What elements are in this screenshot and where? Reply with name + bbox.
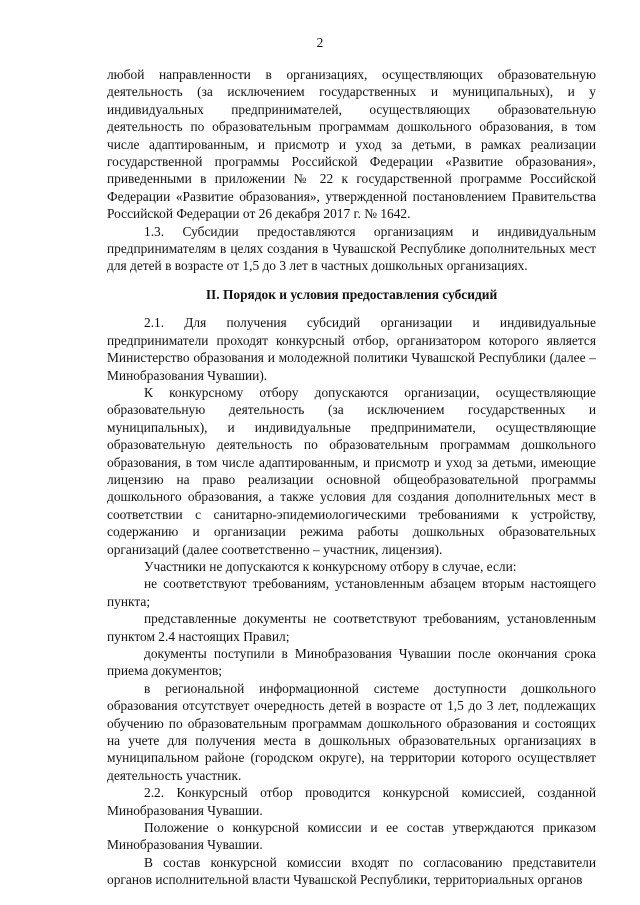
page-number: 2 — [316, 35, 324, 50]
paragraph-continuation: любой направленности в организациях, осуществляющих образовательную деятельность (за исключением государственных и муниципальных), и у индивидуальных предпринимателей, осуществляющих образовательную деятельность по образовательным программам дошкольного образования, в том числе адаптированным, и присмотр и уход за детьми, в рамках реализации государственной программы Российской Федерации «Развитие образования», приведенными в приложении № 22 к государственной программе Российской Федерации «Развитие образования», утвержденной постановлением Правительства Российской Федерации от 26 декабря 2017 г. № 1642. — [107, 67, 596, 222]
exclusion-item: в региональной информационной системе доступности дошкольного образования отсутствует очередность детей в возрасте от 1,5 до 3 лет, подлежащих обучению по образовательным программам дошкольного образования и состоящих на учете для получения места в дошкольных образовательных организациях в муниципальном районе (городском округе), на территории которого осуществляет деятельность участник. — [107, 680, 596, 783]
paragraph-admission: К конкурсному отбору допускаются организации, осуществляющие образовательную деятельность (за исключением государственных и муниципальных), и индивидуальные предприниматели, осуществляющие образовательную деятельность по образовательным программам дошкольного образования, в том числе адаптированным, и присмотр и уход за детьми, имеющие лицензию на право реализации основной общеобразовательной программы дошкольного образования, а также условия для создания дополнительных мест в соответствии с санитарно-эпидемиологическими требованиями к устройству, содержанию и организации режима работы дошкольных образовательных организаций (далее соответственно – участник, лицензия). — [107, 384, 596, 557]
exclusion-item: документы поступили в Минобразования Чувашии после окончания срока приема документов; — [107, 646, 596, 679]
exclusion-item: представленные документы не соответствуют требованиям, установленным пунктом 2.4 настоящих Правил; — [107, 611, 596, 644]
document-body — [107, 66, 596, 889]
paragraph-commission-regulation: Положение о конкурсной комиссии и ее состав утверждаются приказом Минобразования Чувашии. — [107, 820, 596, 853]
paragraph-2-1: 2.1. Для получения субсидий организации и индивидуальные предприниматели проходят конкурсный отбор, организатором которого является Министерство образования и молодежной политики Чувашской Республики (далее – Минобразования Чувашии). — [107, 315, 596, 383]
section-heading: II. Порядок и условия предоставления субсидий — [205, 286, 498, 302]
paragraph-commission-composition: В состав конкурсной комиссии входят по согласованию представители органов исполнительной власти Чувашской Республики, территориальных органов — [107, 854, 596, 888]
paragraph-1-3: 1.3. Субсидии предоставляются организациям и индивидуальным предпринимателям в целях создания в Чувашской Республике дополнительных мест для детей в возрасте от 1,5 до 3 лет в частных дошкольных организациях. — [107, 223, 596, 274]
paragraph-exclusion-intro: Участники не допускаются к конкурсному отбору в случае, если: — [144, 558, 517, 574]
exclusion-item: не соответствуют требованиям, установленным абзацем вторым настоящего пункта; — [107, 576, 596, 609]
paragraph-2-2: 2.2. Конкурсный отбор проводится конкурсной комиссией, созданной Минобразования Чувашии. — [107, 785, 596, 818]
